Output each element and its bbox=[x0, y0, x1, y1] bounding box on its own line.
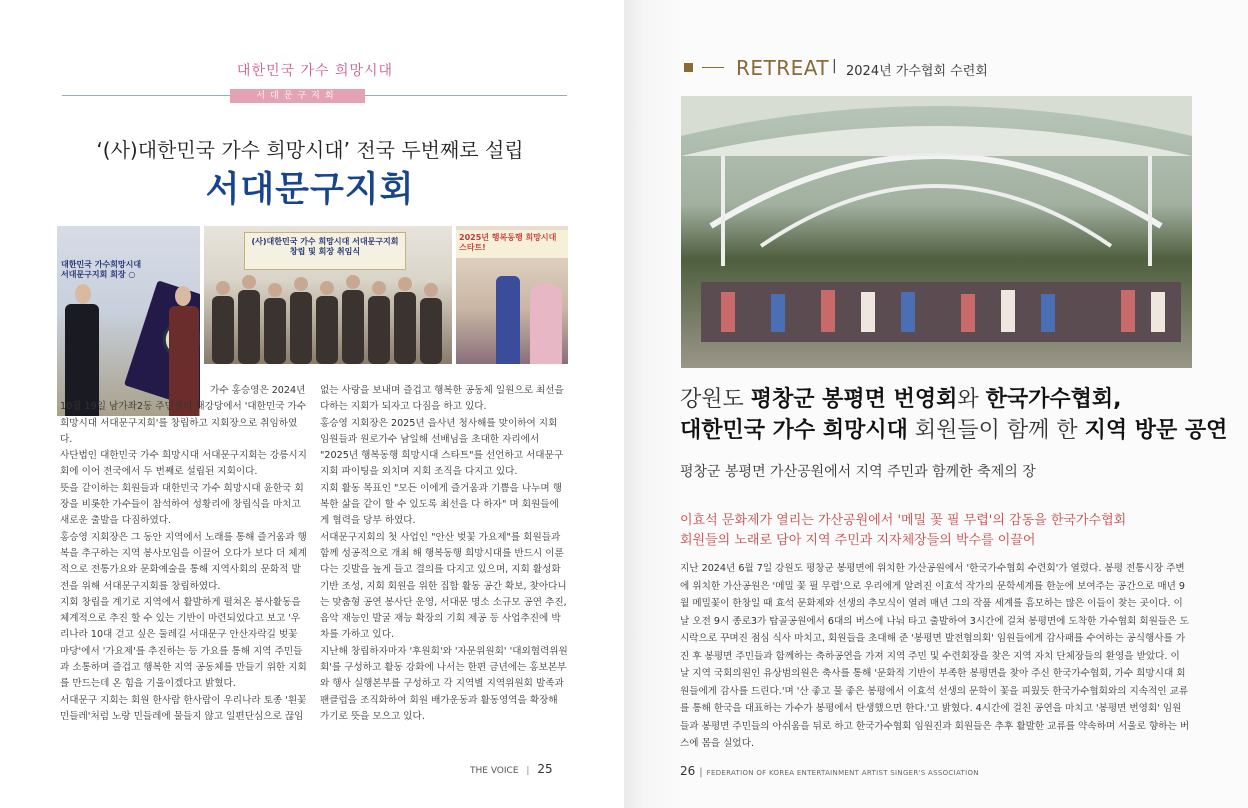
banner-sign-text: (사)대한민국 가수 희망시대 서대문구지회 창립 및 회장 취임식 bbox=[251, 237, 399, 256]
footer-page-number: 26 bbox=[680, 764, 696, 778]
headline-part: 강원도 bbox=[680, 387, 751, 412]
footer-separator: | bbox=[699, 767, 703, 778]
right-page bbox=[624, 0, 1248, 808]
masthead-subtitle: 서대문구지회 bbox=[230, 89, 365, 103]
footer-page-number: 25 bbox=[537, 762, 553, 776]
footer-right bbox=[680, 764, 979, 778]
dancer-figure bbox=[530, 284, 562, 364]
photo-retreat-group bbox=[681, 96, 1192, 368]
person-head-2 bbox=[175, 286, 191, 306]
headline-line2 bbox=[680, 413, 1227, 444]
headline-bold-part: 평창군 봉평면 번영회 bbox=[750, 387, 958, 412]
headline-bold-part: 지역 방문 공연 bbox=[1084, 418, 1228, 443]
kicker-square-icon bbox=[684, 63, 693, 72]
photo-banner-text: 대한민국 가수희망시대 서대문구지회 회장 ○ bbox=[61, 260, 142, 279]
singer-figure bbox=[496, 276, 520, 364]
masthead-title: 대한민국 가수 희망시대 bbox=[236, 63, 394, 79]
footer-left bbox=[470, 762, 553, 776]
headline-part: 회원들이 함께 한 bbox=[907, 418, 1085, 443]
headline-bold-part: 한국가수협회, bbox=[985, 387, 1122, 412]
section-title: 2024년 가수협회 수련회 bbox=[846, 64, 988, 79]
group-silhouettes bbox=[204, 226, 452, 364]
person-head bbox=[75, 284, 91, 304]
footer-organization: FEDERATION OF KOREA ENTERTAINMENT ARTIST SINGER'S ASSOCIATION bbox=[706, 769, 979, 777]
crowd-silhouettes bbox=[701, 272, 1181, 342]
subheadline: 평창군 봉평면 가산공원에서 지역 주민과 함께한 축제의 장 bbox=[680, 464, 1036, 480]
footer-magazine-name: THE VOICE bbox=[470, 766, 519, 776]
headline-line1: ‘(사)대한민국 가수 희망시대’ 전국 두번째로 설립 bbox=[96, 138, 524, 162]
headline-part: 와 bbox=[957, 387, 986, 412]
tent-canopy bbox=[681, 96, 1192, 266]
lead-paragraph: 이효석 문화제가 열리는 가산공원에서 '메밀 꽃 필 무렵'의 감동을 한국가수협회 회원들의 노래로 담아 지역 주민과 지자체장들의 박수를 이끌어 bbox=[680, 513, 1127, 548]
article-column-right: 없는 사랑을 보내며 즐겁고 행복한 공동체 일원으로 최선을 다하는 지회가 되자고 다짐을 하고 있다. 홍승영 지회장은 2025년 을사년 청사해를 맞이하여 지회 임원들과 원로가수 남일해 선배님을 초대한 자리에서 "2025년 행복동행 희망시대 스타트"를 선언하고 서대문구지회 파이팅을 외치며 지회 조직을 다지고 있다. 지회 활동 목표인 "모든 이에게 즐거움과 기쁨을 나누며 행복한 삶을 같이 할 수 있도록 최선을 다 하자" 며 회원들에게 협력을 당부 하였다. 서대문구지회의 첫 사업인 "안산 벚꽃 가요제"를 회원들과 함께 성공적으로 개최 해 행복동행 희망시대를 반드시 이룬다는 깃발을 높게 들고 결의를 다지고 있으며, 지회 활성화 기반 조성, 지회 회원을 위한 집합 활동 공간 확보, 찾아다니는 맞춤형 공연 봉사단 운영, 서대문 명소 소규모 공연 추진, 음악 재능인 발굴 재능 확장의 기회 제공 등 사업추진에 박차를 가하고 있다. 지난해 창립하자마자 '후원회'와 '자문위원회' '대외협력위원회'를 구성하고 활동 강화에 나서는 한편 금년에는 홍보본부와 행사 실행본부를 구성하고 각 지역별 지역위원회 발족과 팬클럽을 조직화하여 회원 배가운동과 활동영역을 확장해 가기로 뜻을 모으고 있다. bbox=[320, 385, 568, 722]
article-body: 지난 2024년 6월 7일 강원도 평창군 봉평면에 위치한 가산공원에서 '한국가수협회 수련회'가 열렸다. 봉평 전통시장 주변에 위치한 가산공원은 '메밀 꽃 필 무렵'으로 우리에게 알려진 이효석 작가의 문학세계를 한눈에 보여주는 공간으로 매년 9월 메밀꽃이 한창일 때 효석 문화제와 선생의 추모식이 열려 매년 그의 작품 세계를 흠모하는 많은 이들이 찾는 곳이다. 이 날 오전 9시 종로3가 탑골공원에서 6대의 버스에 나눠 타고 출발하여 3시간에 걸쳐 봉평면에 도착한 가수협회 회원들은 도시락으로 꾸며진 점심 식사 마치고, 회원들을 초대해 준 '봉평면 발전협의회' 임원들에게 감사패를 수여하는 공식행사를 가진 후 봉평면 주민들과 함께하는 축하공연을 가져 지역 주민 및 수련회장을 찾은 지역 자치 단체장들의 환영을 받았다. 이 날 지역 국회의원인 유상범의원은 축사를 통해 '문화적 기반이 부족한 봉평면을 찾아 주신 한국가수협회, 가수 희망시대 회원들에게 감사를 드린다.'며 '산 좋고 물 좋은 봉평에서 이효석 선생의 문학이 꽃을 피웠듯 한국가수협회와의 지속적인 교류를 통해 한국을 대표하는 가수가 봉평에서 탄생했으면 한다.'고 밝혔다. 4시간에 걸친 공연을 마치고 '봉평면 번영회' 임원들과 봉평면 주민들의 아쉬움을 뒤로 하고 한국가수협회 임원진과 회원들은 추후 활발한 교류를 약속하며 서울로 향하는 버스에 몸을 실었다. bbox=[680, 563, 1190, 749]
section-kicker: RETREAT bbox=[736, 56, 830, 80]
stage-banner-text: 2025년 행복동행 희망시대 스타트! bbox=[459, 233, 557, 252]
article-column-left: 가수 홍승영은 2024년 10월 19일 남가좌2동 주민센터 대강당에서 '대한민국 가수희망시대 서대문구지회'를 창립하고 지회장으로 취임하였다. 사단법인 대한민국 가수 희망시대 서대문구지회는 강릉시지회에 이어 전국에서 두 번째로 설립된 지회이다. 뜻을 같이하는 회원들과 대한민국 가수 희망시대 윤한국 회장을 비롯한 가수들이 참석하여 성황리에 창립식을 마치고 새로운 출발을 다짐하였다. 홍승영 지회장은 그 동안 지역에서 노래를 통해 즐거움과 행복을 추구하는 지역 봉사모임을 이끌어 오다가 보다 더 체계적으로 전통가요와 문화예술을 통해 지역사회의 문화적 발전을 위해 서대문구지회를 창립하였다. 지회 창립을 계기로 지역에서 활발하게 펼쳐온 봉사활동을 체계적으로 추진 할 수 있는 기반이 마련되었다고 보고 '우리나라 10대 걷고 싶은 둘레길 서대문구 안산자락길 벚꽃 마당'에서 '가요제'를 추진하는 등 가요를 통해 지역 주민들과 소통하며 즐겁고 행복한 지역 공동체를 만들기 위한 지회를 만드는데 온 힘을 기울이겠다고 밝혔다. 서대문구 지회는 회원 한사람 한사람이 우리나라 토종 '흰꽃 민들레'처럼 노랑 민들레에 물들지 않고 일편단심으로 끊임 bbox=[60, 385, 307, 722]
photo-stage-performance bbox=[456, 226, 568, 364]
kicker-rule bbox=[702, 67, 724, 68]
headline-line1 bbox=[680, 382, 1121, 413]
headline-line2: 서대문구지회 bbox=[205, 170, 415, 210]
footer-separator: | bbox=[526, 766, 530, 776]
photo-group-founding bbox=[204, 226, 452, 364]
kicker-separator: | bbox=[832, 58, 837, 74]
headline-bold-part: 대한민국 가수 희망시대 bbox=[680, 418, 908, 443]
stage-banner bbox=[456, 230, 568, 258]
